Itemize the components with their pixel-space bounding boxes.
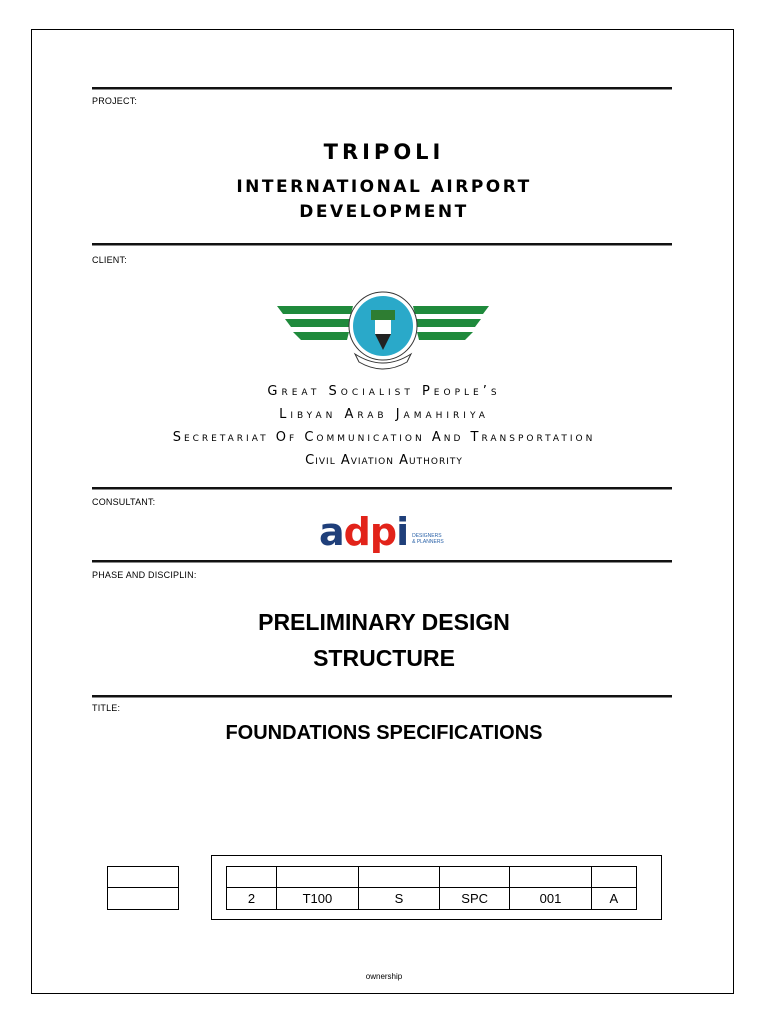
project-title-line2: INTERNATIONAL AIRPORT (236, 177, 532, 197)
phase-line2: STRUCTURE (313, 645, 455, 671)
project-title-line3: DEVELOPMENT (299, 202, 469, 222)
adpi-logo-sub2: & PLANNERS (412, 539, 444, 545)
client-line3: Secretariat Of Communication And Transportation (172, 430, 596, 445)
footer-ownership: ownership (365, 972, 403, 981)
client-line1: Great Socialist People’s (267, 384, 501, 399)
consultant-label: CONSULTANT: (92, 497, 156, 507)
client-line2: Libyan Arab Jamahiriya (279, 407, 489, 422)
left-code-cell (108, 867, 179, 888)
civil-aviation-emblem (275, 290, 491, 370)
code-cell-5: 001 (510, 888, 592, 910)
project-label: PROJECT: (92, 96, 138, 106)
code-cell-2: T100 (277, 888, 359, 910)
project-title-line1: TRIPOLI (323, 140, 445, 164)
code-cell-1: 2 (227, 888, 277, 910)
code-cell-6: A (591, 888, 636, 910)
divider-phase (92, 560, 672, 562)
title-label: TITLE: (92, 703, 121, 713)
left-code-cell (108, 888, 179, 910)
divider-project (92, 87, 672, 89)
adpi-logo-text: adpi (319, 510, 409, 554)
adpi-logo (319, 508, 444, 552)
client-line4: Civil Aviation Authority (305, 453, 463, 468)
code-cell-3: S (358, 888, 439, 910)
phase-line1: PRELIMINARY DESIGN (258, 609, 510, 635)
divider-consultant (92, 487, 672, 489)
phase-label: PHASE AND DISCIPLIN: (92, 570, 197, 580)
client-label: CLIENT: (92, 255, 127, 265)
left-code-box (107, 866, 179, 910)
adpi-logo-sub1: DESIGNERS (412, 533, 442, 539)
code-cell-4: SPC (440, 888, 510, 910)
divider-client (92, 243, 672, 245)
document-title: FOUNDATIONS SPECIFICATIONS (225, 722, 543, 744)
document-code-table (226, 866, 637, 910)
divider-title (92, 695, 672, 697)
